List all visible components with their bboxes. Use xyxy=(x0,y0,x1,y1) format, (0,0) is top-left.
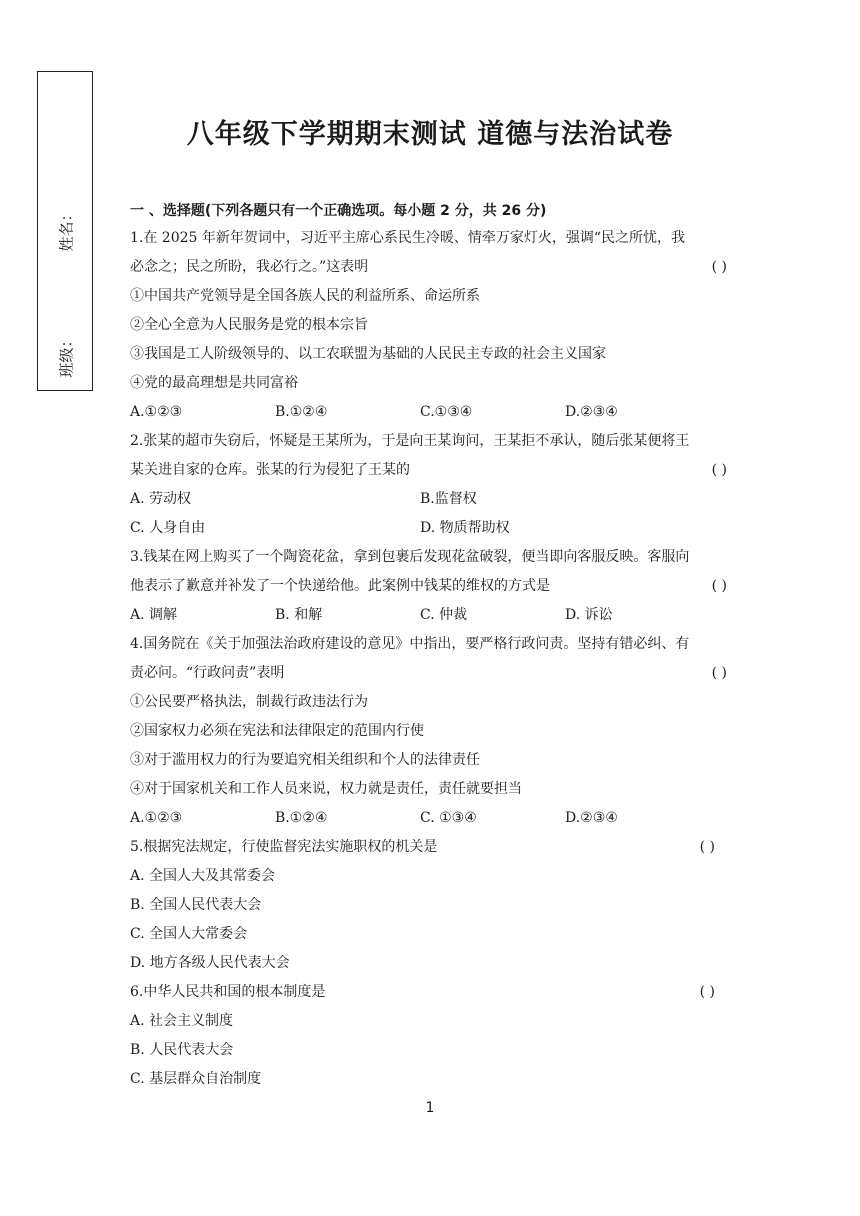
q1-option-d: D.②③④ xyxy=(565,404,618,420)
q2-stem-text: 某关进自家的仓库。张某的行为侵犯了王某的 xyxy=(130,462,410,478)
q5-stem-text: 5.根据宪法规定，行使监督宪法实施职权的机关是 xyxy=(130,839,438,855)
q4-statement-1: ①公民要严格执法，制裁行政违法行为 xyxy=(130,694,368,710)
q1-statement-3: ③我国是工人阶级领导的、以工农联盟为基础的人民民主专政的社会主义国家 xyxy=(130,346,606,362)
q5-option-d: D. 地方各级人民代表大会 xyxy=(130,955,290,971)
q4-stem-line1: 4.国务院在《关于加强法治政府建设的意见》中指出，要严格行政问责。坚持有错必纠、有 xyxy=(130,636,690,652)
q6-answer-bracket: ( ) xyxy=(699,984,715,1000)
q3-option-c: C. 仲裁 xyxy=(420,607,468,623)
exam-title: 八年级下学期期末测试 道德与法治试卷 xyxy=(186,119,674,150)
q2-option-c: C. 人身自由 xyxy=(130,520,206,536)
q6-stem-text: 6.中华人民共和国的根本制度是 xyxy=(130,984,326,1000)
q4-option-d: D.②③④ xyxy=(565,810,618,826)
q1-statement-2: ②全心全意为人民服务是党的根本宗旨 xyxy=(130,317,368,333)
q1-stem-line2 xyxy=(130,253,735,282)
q2-option-b: B.监督权 xyxy=(420,491,477,507)
q3-stem-text: 他表示了歉意并补发了一个快递给他。此案例中钱某的维权的方式是 xyxy=(130,578,550,594)
q4-option-c: C. ①③④ xyxy=(420,810,477,826)
q1-answer-bracket: ( ) xyxy=(711,259,727,275)
q3-stem-line2 xyxy=(130,572,735,601)
class-label: 班级： xyxy=(57,332,76,378)
q3-option-a: A. 调解 xyxy=(130,607,178,623)
q3-option-d: D. 诉讼 xyxy=(565,607,613,623)
q4-option-b: B.①②④ xyxy=(275,810,328,826)
q4-answer-bracket: ( ) xyxy=(711,665,727,681)
q1-option-b: B.①②④ xyxy=(275,404,328,420)
q3-options xyxy=(130,601,735,630)
q5-stem xyxy=(130,833,735,862)
q3-option-b: B. 和解 xyxy=(275,607,323,623)
q1-option-a: A.①②③ xyxy=(130,404,183,420)
q5-answer-bracket: ( ) xyxy=(699,839,715,855)
q6-stem xyxy=(130,978,735,1007)
section-heading: 一 、选择题(下列各题只有一个正确选项。每小题 2 分，共 26 分) xyxy=(130,203,547,219)
q4-stem-line2 xyxy=(130,659,735,688)
q1-statement-1: ①中国共产党领导是全国各族人民的利益所系、命运所系 xyxy=(130,288,480,304)
q1-options xyxy=(130,398,735,427)
q6-option-a: A. 社会主义制度 xyxy=(130,1013,234,1029)
q3-answer-bracket: ( ) xyxy=(711,578,727,594)
q3-stem-line1: 3.钱某在网上购买了一个陶瓷花盆，拿到包裹后发现花盆破裂，便当即向客服反映。客服向 xyxy=(130,549,690,565)
q2-options-row2 xyxy=(130,514,735,543)
q2-stem-line2 xyxy=(130,456,735,485)
q1-stem-line1: 1.在 2025 年新年贺词中，习近平主席心系民生冷暖、情牵万家灯火，强调“民之所忧，我 xyxy=(130,230,686,246)
q2-answer-bracket: ( ) xyxy=(711,462,727,478)
q6-option-b: B. 人民代表大会 xyxy=(130,1042,234,1058)
q6-option-c: C. 基层群众自治制度 xyxy=(130,1071,262,1087)
q4-statement-3: ③对于滥用权力的行为要追究相关组织和个人的法律责任 xyxy=(130,752,480,768)
q5-option-a: A. 全国人大及其常委会 xyxy=(130,868,276,884)
q2-stem-line1: 2.张某的超市失窃后，怀疑是王某所为，于是向王某询问，王某拒不承认，随后张某便将王 xyxy=(130,433,690,449)
q5-option-c: C. 全国人大常委会 xyxy=(130,926,248,942)
q5-option-b: B. 全国人民代表大会 xyxy=(130,897,262,913)
page-number: 1 xyxy=(425,1100,435,1116)
q4-options xyxy=(130,804,735,833)
q2-options-row1 xyxy=(130,485,735,514)
q1-option-c: C.①③④ xyxy=(420,404,473,420)
q4-statement-2: ②国家权力必须在宪法和法律限定的范围内行使 xyxy=(130,723,424,739)
q1-statement-4: ④党的最高理想是共同富裕 xyxy=(130,375,298,391)
q4-option-a: A.①②③ xyxy=(130,810,183,826)
q4-stem-text: 责必问。“行政问责”表明 xyxy=(130,665,285,681)
q2-option-d: D. 物质帮助权 xyxy=(420,520,510,536)
q1-stem-text: 必念之；民之所盼，我必行之。”这表明 xyxy=(130,259,369,275)
name-label: 姓名： xyxy=(57,206,76,252)
question-area xyxy=(130,198,735,1094)
q4-statement-4: ④对于国家机关和工作人员来说，权力就是责任，责任就要担当 xyxy=(130,781,522,797)
q2-option-a: A. 劳动权 xyxy=(130,491,192,507)
